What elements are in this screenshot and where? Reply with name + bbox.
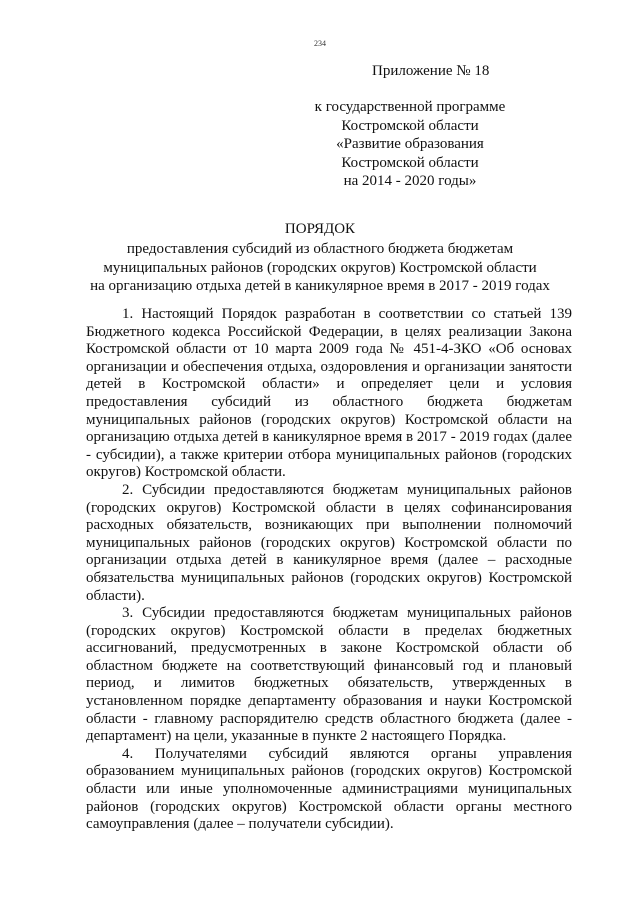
appendix-line: Костромской области — [341, 117, 479, 134]
paragraph-3: 3. Субсидии предоставляются бюджетам муниципальных районов (городских округов) Костромской области в пределах бюджетных ассигнований, предусмотренных в законе Костромской области об областном бюджете на соответствующий финансовый год и плановый период, и лимитов бюджетных обязательств, утвержденных в установленном порядке департаменту образования и науки Костромской области - главному распорядителю средств областного бюджета (далее - департамент) на цели, указанные в пункте 2 настоящего Порядка. — [86, 605, 572, 745]
paragraph-1: 1. Настоящий Порядок разработан в соответствии со статьей 139 Бюджетного кодекса Российской Федерации, в целях реализации Закона Костромской области от 10 марта 2009 года № 451-4-ЗКО «Об основах организации и обеспечения отдыха, оздоровления и организации занятости детей в Костромской области» и определяет цели и условия предоставления субсидий из областного бюджета бюджетам муниципальных районов (городских округов) Костромской области на организацию отдыха детей в каникулярное время в 2017 - 2019 годах (далее - субсидии), а также критерии отбора муниципальных районов (городских округов) Костромской области. — [86, 306, 572, 481]
document-title: ПОРЯДОК — [284, 221, 356, 237]
appendix-line: к государственной программе — [314, 99, 506, 115]
page-number: 234 — [314, 39, 326, 48]
subtitle-line: предоставления субсидий из областного бюджета бюджетам — [126, 241, 514, 257]
appendix-reference — [280, 98, 540, 191]
paragraph-4: 4. Получателями субсидий являются органы управления образованием муниципальных районов (городских округов) Костромской области или иные уполномоченные администрациями муниципальных районов (городских округов) Костромской области органы местного самоуправления (далее – получатели субсидии). — [86, 745, 572, 833]
appendix-title: Приложение № 18 — [372, 63, 490, 79]
subtitle-line: на организацию отдыха детей в каникулярное время в 2017 - 2019 годах — [90, 278, 550, 294]
document-body — [86, 306, 572, 834]
appendix-line: на 2014 - 2020 годы» — [343, 173, 477, 189]
subtitle-line: муниципальных районов (городских округов) Костромской области — [103, 259, 537, 276]
document-subtitle — [60, 240, 580, 296]
paragraph-2: 2. Субсидии предоставляются бюджетам муниципальных районов (городских округов) Костромской области в целях софинансирования расходных обязательств, возникающих при выполнении полномочий муниципальных районов (городских округов) Костромской области по организации отдыха детей в каникулярное время (далее – расходные обязательства муниципальных районов (городских округов) Костромской области). — [86, 481, 572, 604]
appendix-line: «Развитие образования — [336, 136, 484, 152]
appendix-line: Костромской области — [341, 154, 479, 171]
